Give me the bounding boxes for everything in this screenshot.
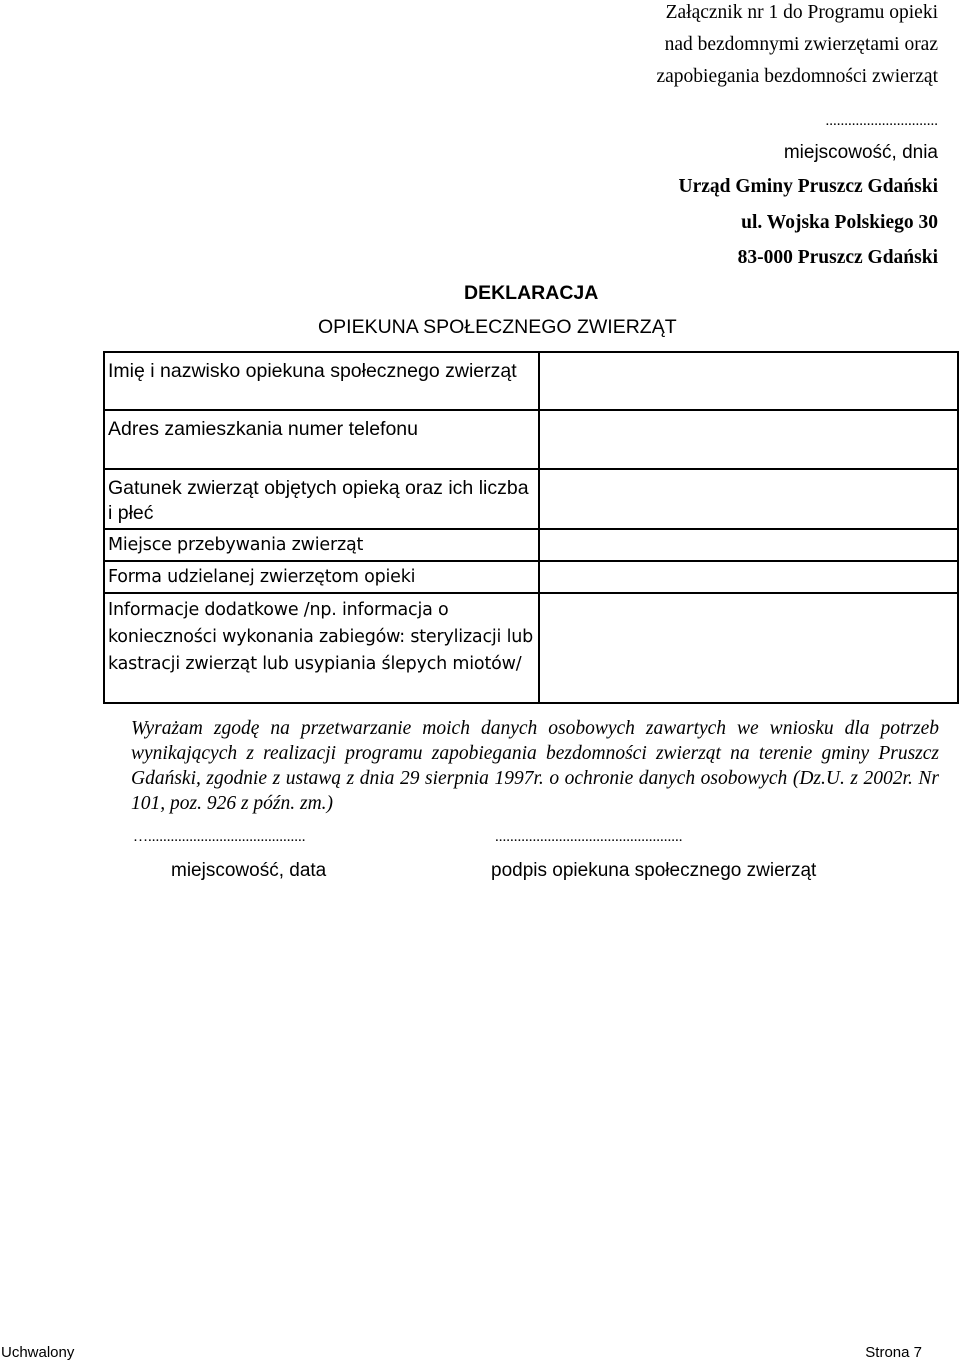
row-label-guardian-name: Imię i nazwisko opiekuna społecznego zwierząt	[104, 352, 539, 410]
place-date-dots: ..............................	[825, 113, 938, 129]
page-number: Strona 7	[865, 1344, 922, 1361]
row-field-location[interactable]	[539, 529, 958, 561]
declaration-table	[103, 351, 959, 704]
table-row	[104, 593, 958, 703]
table-row	[104, 529, 958, 561]
row-field-additional-info[interactable]	[539, 593, 958, 703]
recipient-street: ul. Wojska Polskiego 30	[741, 212, 938, 233]
place-date-signature-label: miejscowość, data	[171, 860, 327, 881]
row-label-species-count-sex: Gatunek zwierząt objętych opieką oraz ich liczba i płeć	[104, 469, 539, 529]
row-field-care-form[interactable]	[539, 561, 958, 593]
row-field-address-phone[interactable]	[539, 410, 958, 469]
guardian-signature-dots: ..................................................	[495, 829, 683, 845]
attachment-line-2: nad bezdomnymi zwierzętami oraz	[664, 34, 938, 55]
guardian-signature-label: podpis opiekuna społecznego zwierząt	[491, 860, 817, 881]
row-label-address-phone: Adres zamieszkania numer telefonu	[104, 410, 539, 469]
recipient-postal-city: 83-000 Pruszcz Gdański	[737, 247, 938, 268]
place-date-label: miejscowość, dnia	[783, 142, 938, 163]
attachment-line-1: Załącznik nr 1 do Programu opieki	[665, 2, 938, 23]
footer-left: Uchwalony	[1, 1344, 75, 1361]
attachment-line-3: zapobiegania bezdomności zwierząt	[656, 66, 938, 87]
page-title: DEKLARACJA	[464, 282, 599, 304]
row-label-location: Miejsce przebywania zwierząt	[104, 529, 539, 561]
table-row	[104, 561, 958, 593]
table-row	[104, 410, 958, 469]
table-row	[104, 469, 958, 529]
recipient-office: Urząd Gminy Pruszcz Gdański	[678, 176, 938, 197]
place-date-signature-dots: …..........................................	[133, 829, 306, 845]
row-label-care-form: Forma udzielanej zwierzętom opieki	[104, 561, 539, 593]
row-label-additional-info: Informacje dodatkowe /np. informacja o konieczności wykonania zabiegów: sterylizacji lub kastracji zwierząt lub usypiania ślepych miotów/	[104, 593, 539, 703]
row-field-guardian-name[interactable]	[539, 352, 958, 410]
row-field-species-count-sex[interactable]	[539, 469, 958, 529]
page-subtitle: OPIEKUNA SPOŁECZNEGO ZWIERZĄT	[318, 316, 677, 338]
table-row	[104, 352, 958, 410]
consent-paragraph: Wyrażam zgodę na przetwarzanie moich danych osobowych zawartych we wniosku dla potrzeb wynikających z realizacji programu zapobiegania bezdomności zwierząt na terenie gminy Pruszcz Gdański, zgodnie z ustawą z dnia 29 sierpnia 1997r. o ochronie danych osobowych (Dz.U. z 2002r. Nr 101, poz. 926 z późn. zm.)	[131, 718, 939, 814]
